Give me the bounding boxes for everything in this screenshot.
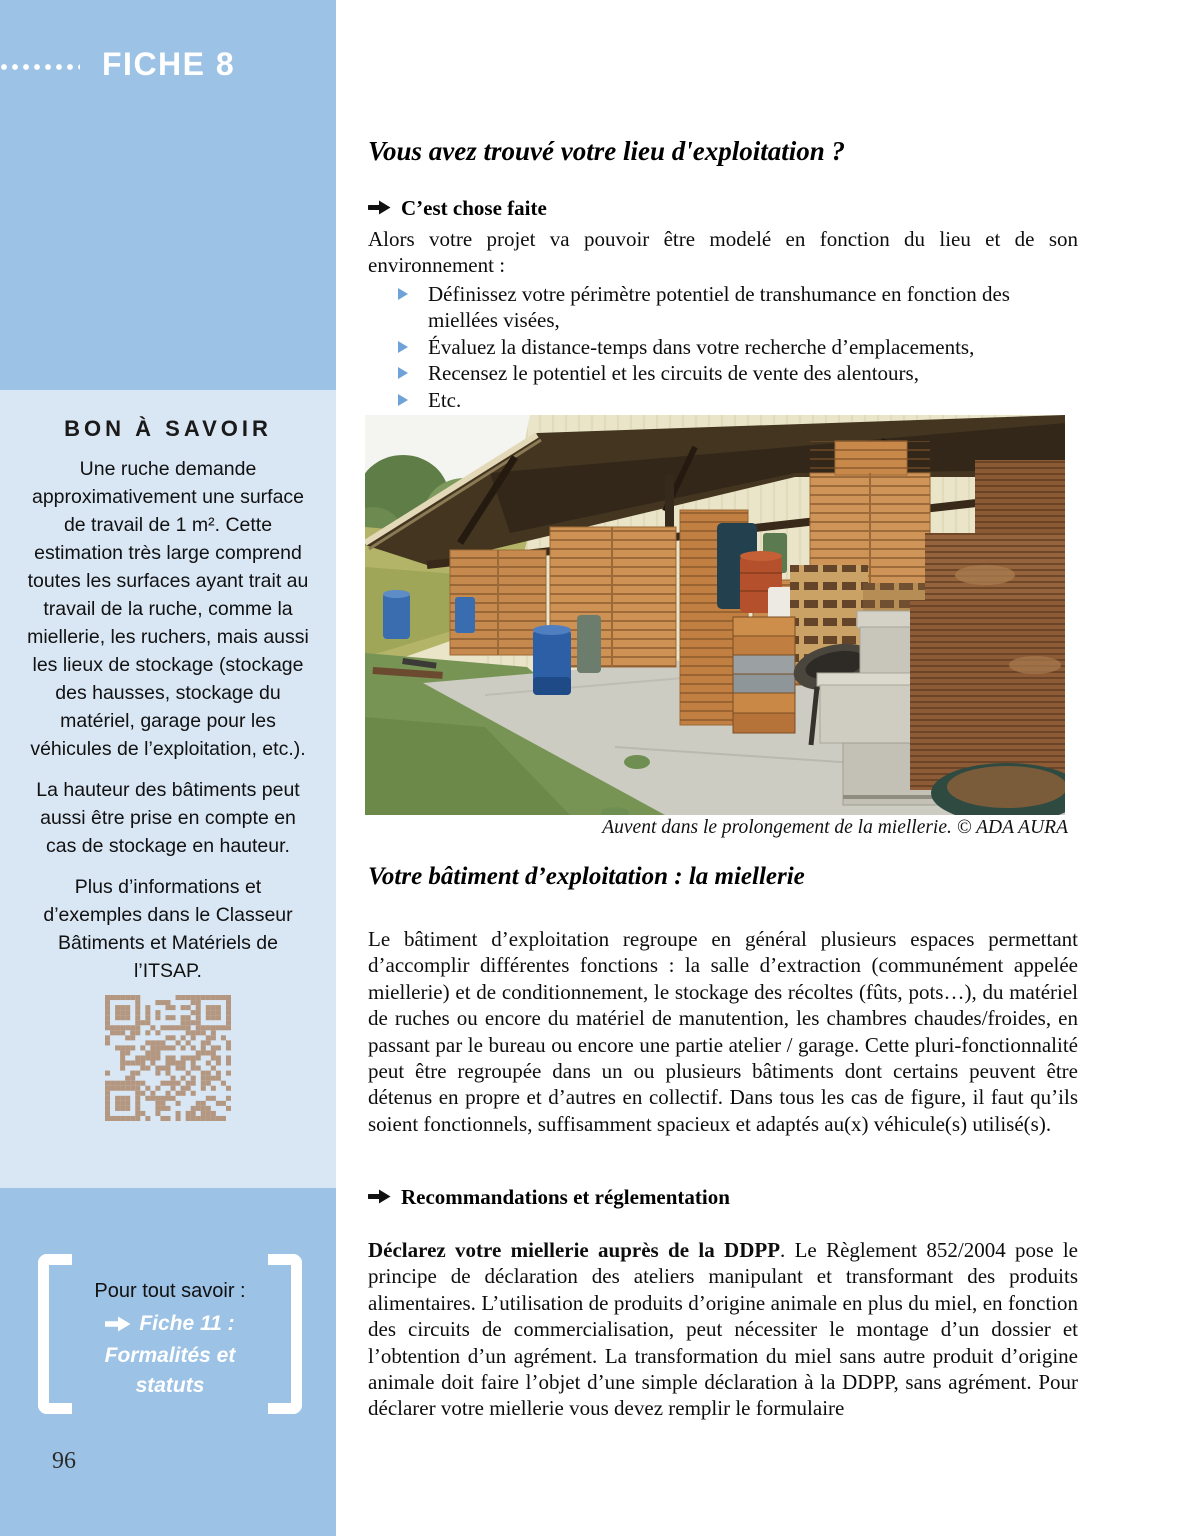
list-item: Évaluez la distance-temps dans votre recherche d’emplacements,	[368, 334, 1078, 360]
qr-code	[105, 995, 231, 1126]
bracket-right-decoration	[268, 1254, 302, 1414]
list-item: Recensez le potentiel et les circuits de vente des alentours,	[368, 360, 1078, 386]
fiche-11-link-line2: Formalités et statuts	[104, 1344, 236, 1397]
section2-subheading-text: Recommandations et réglementation	[401, 1185, 730, 1209]
photo-credit: © ADA AURA	[956, 817, 1068, 838]
fiche-header	[0, 46, 336, 83]
section2-paragraph: Le bâtiment d’exploitation regroupe en général plusieurs espaces permettant d’accomplir différentes fonctions : la salle d’extraction (communément appelée miellerie) et de conditionnement, le stockage des récoltes (fûts, pots…), du matériel de ruches ou encore du matériel de manutention, les chambres chaudes/froides, en passant par le bureau ou encore une partie atelier / garage. Cette pluri-fonctionnalité peut être regroupée dans un ou plusieurs bâtiments dont certains peuvent être détenus en propre et d’autres en collectif. Dans tous les cas de figure, il faut qu’ils soient fonctionnels, suffisamment spacieux et adaptés au(x) véhicule(s) utilisé(s).	[368, 927, 1078, 1136]
section1-intro: Alors votre projet va pouvoir être modelé en fonction du lieu et de son environnement :	[368, 227, 1078, 278]
fiche-11-link-line1: Fiche 11 :	[139, 1312, 235, 1335]
section2-title: Votre bâtiment d’exploitation : la miellerie	[368, 863, 805, 890]
info-box-paragraph: Plus d’informations et d’exemples dans le Classeur Bâtiments et Matériels de l’ITSAP.	[43, 876, 293, 982]
list-item: Définissez votre périmètre potentiel de transhumance en fonction des miellées visées,	[368, 281, 1078, 334]
info-box-title: BON À SAVOIR	[64, 416, 272, 441]
bullet-list	[368, 281, 1078, 413]
triangle-bullet-icon	[398, 394, 408, 406]
section2-subheading	[368, 1185, 730, 1210]
info-box-paragraph: La hauteur des bâtiments peut aussi être prise en compte en cas de stockage en hauteur.	[36, 779, 300, 857]
page-number: 96	[52, 1448, 76, 1474]
callout-intro: Pour tout savoir :	[94, 1280, 246, 1302]
triangle-bullet-icon	[398, 288, 408, 300]
arrow-right-icon	[105, 1314, 131, 1337]
info-box-bon-a-savoir	[0, 390, 336, 1188]
triangle-bullet-icon	[398, 367, 408, 379]
arrow-right-icon	[368, 1185, 391, 1210]
section1-subheading	[368, 196, 547, 221]
info-box-paragraph: Une ruche demande approximativement une surface de travail de 1 m². Cette estimation très large comprend toutes les surfaces ayant trait au travail de la ruche, comme la miellerie, les ruchers, mais aussi les lieux de stockage (stockage des hausses, stockage du matériel, garage pour les véhicules de l’exploitation, etc.).	[27, 458, 309, 760]
exploitation-photo	[365, 415, 1065, 815]
photo-caption-text: Auvent dans le prolongement de la miellerie.	[602, 817, 952, 838]
triangle-bullet-icon	[398, 341, 408, 353]
cross-reference-callout	[38, 1254, 302, 1418]
section1-subheading-text: C’est chose faite	[401, 196, 547, 220]
photo-caption	[368, 817, 1068, 839]
paragraph2-rest: . Le Règlement 852/2004 pose le principe de déclaration des ateliers manipulant et transformant des produits alimentaires. L’utilisation de produits d’origine animale en plus du miel, en fonction des circuits de commercialisation, peut nécessiter le montage d’un dossier et l’obtention d’un agrément. La transformation du miel sans autre produit d’origine animale doit faire l’objet d’une simple déclaration à la DDPP, sans agrément. Pour déclarer votre miellerie vous devez remplir le formulaire	[368, 1238, 1078, 1421]
section1-title: Vous avez trouvé votre lieu d'exploitation ?	[368, 136, 845, 166]
paragraph2-bold-lead: Déclarez votre miellerie auprès de la DDPP	[368, 1238, 781, 1262]
sidebar	[0, 0, 336, 1536]
bracket-left-decoration	[38, 1254, 72, 1414]
section2-paragraph2	[368, 1237, 1078, 1422]
fiche-11-link[interactable]	[72, 1309, 268, 1401]
arrow-right-icon	[368, 196, 391, 221]
dotted-line-decoration	[0, 63, 80, 71]
fiche-number-label: FICHE 8	[102, 46, 236, 82]
list-item: Etc.	[368, 387, 1078, 413]
